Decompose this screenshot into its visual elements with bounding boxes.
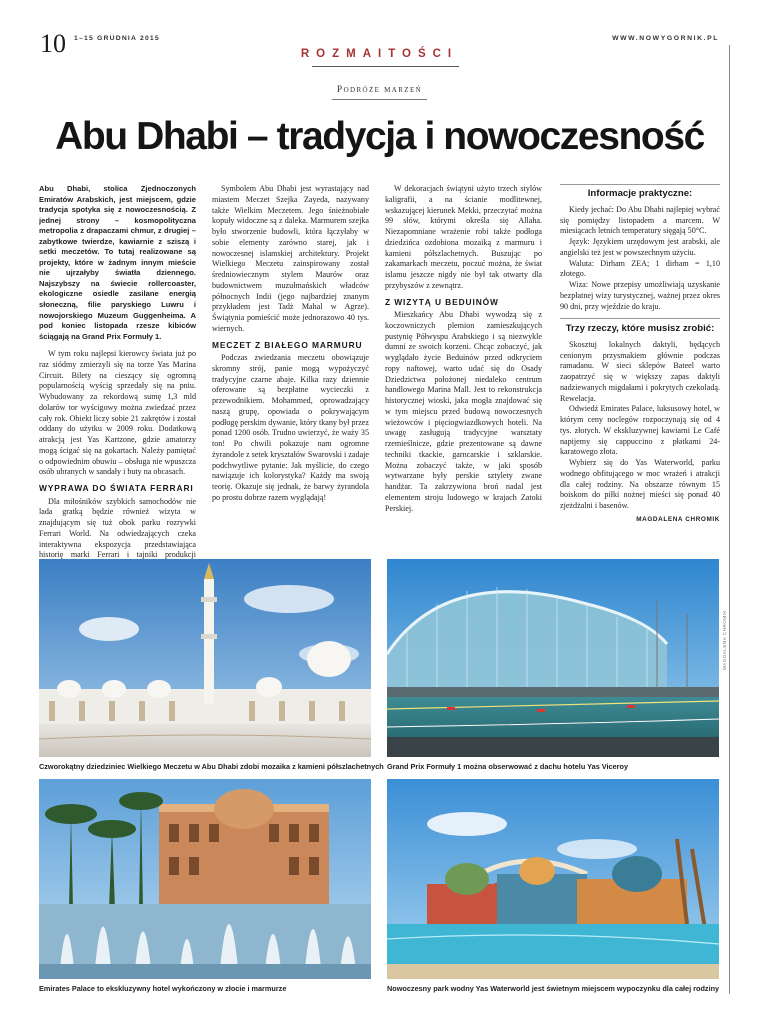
sidebar-info: Kiedy jechać: Do Abu Dhabi najlepiej wybrać się pomiędzy listopadem a marcem. W miesiącach letnich temperatury sięgają 50°C.: [560, 204, 720, 236]
photo-caption: Grand Prix Formuły 1 można obserwować z dachu hotelu Yas Viceroy: [387, 762, 629, 771]
emirates-palace-photo: [39, 779, 371, 979]
article-column-1: [39, 184, 196, 560]
article-column-2: [212, 184, 369, 552]
sidebar-column: [560, 184, 720, 556]
column-divider: [729, 45, 730, 994]
sidebar-tip: Odwiedź Emirates Palace, luksusowy hotel, w którym ceny noclegów rozpoczynają się od 4 tys. złotych. W ekskluzywnej kawiarni Le Café napijemy się cappuccino z płatkami 24-karatowego złota.: [560, 404, 720, 457]
sidebar-title: Informacje praktyczne:: [560, 184, 720, 200]
subheading: Z WIZYTĄ U BEDUINÓW: [385, 296, 499, 307]
sidebar-tip: Wybierz się do Yas Waterworld, parku wodnego obfitującego w moc wrażeń i atrakcji dla całej rodziny. Na obszarze równym 15 boiskom do piłki nożnej mieści się ponad 40 zjeżdżalni i basenów.: [560, 458, 720, 510]
sidebar-tip: Skosztuj lokalnych daktyli, będących cenionym przysmakiem głównie podczas ramadanu. W sieci sklepów Bateel warto zaopatrzyć się w większy zapas daktyli nadziewanych migdałami i pokrytych czekoladą. Rewelacja.: [560, 339, 720, 403]
subheading: WYPRAWA DO ŚWIATA FERRARI: [39, 483, 194, 494]
sidebar-title-2: Trzy rzeczy, które musisz zrobić:: [560, 318, 720, 335]
sidebar-info: Wiza: Nowe przepisy umożliwiają uzyskanie bezpłatnej wizy turystycznej, ważnej przez okres 90 dni, przy wjeździe do kraju.: [560, 280, 720, 311]
photo-caption: Emirates Palace to ekskluzywny hotel wykończony w złocie i marmurze: [39, 984, 287, 993]
article-paragraph: W dekoracjach świątyni użyto trzech stylów kaligrafii, a na ścianie modlitewnej, wskazującej kierunek Mekki, przeczytać można 99 słów, którymi określa się Allaha. Niezapomniane wrażenie robi także podłoga dziedzińca ozdobiona mozaiką z marmuru i kamieni półszlachetnych. Buszując po zakamarkach meczetu, poczuć można, że świat islamu jeszcze nigdy nie był tak otwarty dla przybyszów z zewnątrz.: [385, 184, 542, 290]
issue-date: 1–15 GRUDNIA 2015: [74, 35, 160, 42]
photo-credit: MAGDALENA CHROMIK: [722, 610, 727, 671]
website-url[interactable]: WWW.NOWYGORNIK.PL: [612, 35, 719, 42]
yas-viceroy-photo: [387, 559, 719, 757]
sidebar-info: Waluta: Dirham ZEA; 1 dirham = 1,10 złotego.: [560, 258, 720, 279]
article-paragraph: Podczas zwiedzania meczetu obowiązuje skromny strój, panie mogą wypożyczyć tradycyjne czarne abaje. Kilka razy dziennie oferowane są bezpłatne wycieczki z przewodnikiem. Mohammed, oprowadzający naszą grupę, opowiada o pokrywającym podłogę perskim dywanie, który tkany był przez ponad 1200 osób. Trudno uwierzyć, że waży 35 ton! Po chwili pokazuje nam ogromne żyrandole z setek kryształów Swarovski i zadaje podchwytliwe pytanie: Jak myślicie, do czego nawiązuje ich kolorystyka? Każdy ma swoją teorię. Okazuje się jednak, że barwy żyrandola po prostu dobrze razem wyglądają!: [212, 353, 369, 502]
article-lead: Abu Dhabi, stolica Zjednoczonych Emiratów Arabskich, jest miejscem, gdzie tradycja spotyka się z nowoczesnością. Z jednej strony – kosmopolityczna metropolia z drapaczami chmur, z drugiej – zabytkowe twierdze, kawiarnie z sziszą i setki meczetów. To tutaj realizowane są projekty, które w żadnym innym mieście nie ujrzałyby światła dziennego. Najszybszy na świecie rollercoaster, ekologiczne osiedle zasilane energią słoneczną, filie paryskiego Luwru i nowojorskiego Muzeum Guggenheima. A pod koniec listopada rzesze kibiców ściągają na Grand Prix Formuły 1.: [39, 184, 196, 341]
article-column-3: [385, 184, 542, 552]
sidebar-info: Język: Językiem urzędowym jest arabski, ale angielski też jest w powszechnym użyciu.: [560, 237, 720, 257]
photo-caption: Czworokątny dziedziniec Wielkiego Meczetu w Abu Dhabi zdobi mozaika z kamieni półszlachetnych: [39, 762, 384, 771]
photo-caption: Nowoczesny park wodny Yas Waterworld jest świetnym miejscem wypoczynku dla całej rodziny: [387, 984, 720, 993]
article-paragraph: Mieszkańcy Abu Dhabi wywodzą się z koczowniczych plemion zamieszkujących pustynię Półwyspu Arabskiego i są niezwykle dumni ze swoich korzeni. Chcąc zobaczyć, jak wyglądało życie Beduinów przed odkryciem ropy naftowej, warto udać się do Osady Dziedzictwa położonej niedaleko centrum handlowego Marina Mall. Jest to rekonstrukcja historycznej wioski, jaka mogła znajdować się w tym miejscu przed budową nowoczesnych wieżowców i pięciogwiazdkowych hoteli. Na uwagę zasługują tradycyjne warsztaty rzemieślnicze, gdzie prezentowane są dawne techniki tkackie, garncarskie i szklarskie. Można zobaczyć także, w jaki sposób wytwarzane były perskie sztylety zwane handżar. Ta zakrzywiona broń nadal jest elementem stroju ludowego w krajach Zatoki Perskiej.: [385, 310, 542, 513]
yas-waterworld-photo: [387, 779, 719, 979]
kicker: Podróże marzeń: [336, 85, 423, 95]
section-rule: [312, 66, 459, 67]
mosque-photo: [39, 559, 371, 757]
article-paragraph: W tym roku najlepsi kierowcy świata już po raz siódmy zmierzyli się na torze Yas Marina Circuit. Bilety na cieszący się ogromną popularnością wyścig sprzedały się na pniu. Wybudowany za rekordową sumę 1,3 mld dolarów tor wyścigowy można zwiedzać przez cały rok. Obiekt liczy sobie 21 zakrętów i został oddany do użytku w 2009 roku. Dodatkową atrakcją jest Yas Kartzone, gdzie amatorzy mogą ścigać się na gokartach. Należy pamiętać o odpowiednim obuwiu – obsługa nie wpuszcza osób ubranych w sandały i buty na obcasach.: [39, 349, 196, 477]
kicker-rule: [332, 99, 427, 100]
subheading: MECZET Z BIAŁEGO MARMURU: [212, 339, 363, 350]
author-byline: MAGDALENA CHROMIK: [636, 515, 720, 523]
headline: Abu Dhabi – tradycja i nowoczesność: [55, 115, 704, 158]
section-title: ROZMAITOŚCI: [300, 48, 459, 60]
article-paragraph: Symbolem Abu Dhabi jest wyrastający nad miastem Meczet Szejka Zayeda, nazywany także Wielkim Meczetem. Jego śnieżnobiałe kopuły widoczne są z daleka. Marmurem szejka było stworzenie budowli, która łączyłaby w sobie elementy zarówno starej, jak i nowoczesnej islamskiej architektury. Projekt Wielkiego Meczetu zainspirowany został średniowiecznym stylem Maurów oraz budownictwem muzułmańskich władców północnych Indii (jego najbardziej znanym przykładem jest Tadż Mahal w Agrze). Świątynia pomieścić może jednorazowo 40 tys. wiernych.: [212, 184, 369, 333]
page-number: 10: [40, 29, 66, 58]
article-paragraph: Dla miłośników szybkich samochodów nie lada gratką będzie również wizyta w znajdującym się tuż obok parku rozrywki Ferrari World. Na odwiedzających czeka interaktywna ekspozycja przedstawiająca historię marki Ferrari i tajniki produkcji: [39, 496, 196, 560]
